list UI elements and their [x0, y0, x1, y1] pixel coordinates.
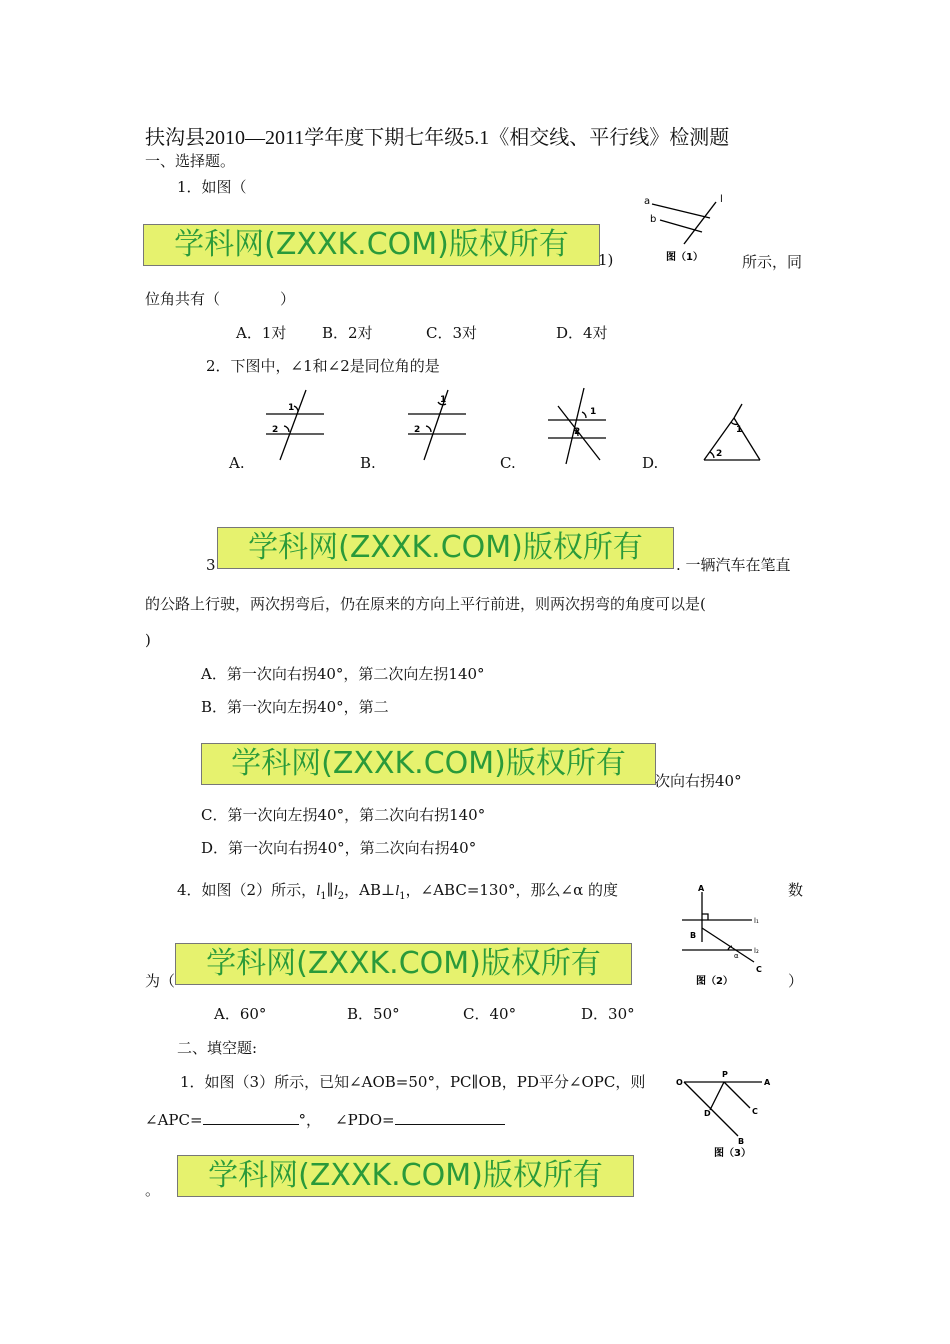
- q4-line-l1-sub: 1: [320, 891, 327, 902]
- q1-choice-a: A．1对: [236, 324, 287, 342]
- q1-stem-fragment: 1): [598, 251, 614, 269]
- q2-stem: 2．下图中，∠1和∠2是同位角的是: [206, 357, 440, 375]
- q4-stem-part-c: ，∠ABC=130°，那么∠α 的度: [405, 881, 618, 899]
- q4-choice-a: A．60°: [214, 1005, 267, 1023]
- q4-stem-close: ）: [788, 972, 804, 990]
- q4-line-l2-sub: 2: [337, 891, 345, 902]
- f1-pdo-blank[interactable]: [395, 1110, 505, 1125]
- q4-choice-d: D．30°: [581, 1005, 635, 1023]
- fig3-label-d: D: [704, 1109, 711, 1118]
- q2-figure-b: [404, 388, 474, 464]
- fig1-caption: 图（1）: [666, 252, 703, 263]
- q2a-angle-1: 1: [288, 403, 295, 413]
- q4-stem-part-a: 4．如图（2）所示，: [177, 881, 317, 899]
- q1-stem-end: 位角共有（ ）: [145, 290, 296, 308]
- q4-choice-c: C．40°: [463, 1005, 517, 1023]
- q2a-angle-2: 2: [272, 425, 279, 435]
- q3-stem-end: ): [145, 631, 151, 649]
- fig3-label-o: O: [676, 1078, 683, 1087]
- f1-answers-line: [145, 1110, 505, 1129]
- fig2-label-c: C: [756, 965, 762, 974]
- q2d-angle-2: 2: [716, 449, 723, 459]
- q1-choice-c: C．3对: [426, 324, 478, 342]
- fig3-label-a: A: [764, 1078, 771, 1087]
- q4-choice-b: B．50°: [347, 1005, 400, 1023]
- q2-choice-a: A.: [229, 454, 245, 472]
- q3-option-b: B．第一次向左拐40°，第二: [201, 698, 389, 716]
- fig1-label-l: l: [720, 194, 723, 205]
- section-heading-choice: 一、选择题。: [145, 152, 236, 170]
- watermark-banner: 学科网(ZXXK.COM)版权所有: [217, 527, 674, 569]
- fig1-label-a: a: [644, 196, 651, 207]
- fig3-label-p: P: [722, 1070, 728, 1079]
- fig2-label-a: A: [698, 884, 705, 893]
- f1-end-mark: 。: [145, 1181, 161, 1199]
- q3-option-b-end: 次向右拐40°: [655, 772, 742, 790]
- q1-stem-start: 1．如图（: [177, 178, 247, 196]
- fig3-label-b: B: [738, 1137, 745, 1146]
- q3-option-d: D．第一次向右拐40°，第二次向右拐40°: [201, 839, 477, 857]
- q4-parallel-symbol: ∥: [326, 881, 334, 899]
- q2-figure-c: [544, 386, 614, 466]
- watermark-banner: 学科网(ZXXK.COM)版权所有: [175, 943, 632, 985]
- q1-choice-b: B．2对: [322, 324, 373, 342]
- fig2-line-bc: [702, 928, 754, 962]
- q2c-angle-1: 1: [590, 407, 597, 417]
- fig2-label-l2: l₂: [754, 947, 759, 955]
- f1-pdo-label: ∠PDO=: [335, 1111, 395, 1129]
- f1-apc-blank[interactable]: [203, 1110, 299, 1125]
- q2-choice-c: C.: [500, 454, 516, 472]
- fig2-label-l1: l₁: [754, 917, 759, 925]
- q2-figure-d: [700, 400, 766, 466]
- f1-apc-label: ∠APC=: [145, 1111, 203, 1129]
- watermark-banner: 学科网(ZXXK.COM)版权所有: [201, 743, 656, 785]
- figure-2: [678, 880, 778, 990]
- fig1-line-l: [684, 202, 716, 244]
- q4-stem-part-b: ，AB⊥: [344, 881, 396, 899]
- q3-stem-middle: 的公路上行驶，两次拐弯后，仍在原来的方向上平行前进，则两次拐弯的角度可以是(: [145, 595, 706, 613]
- fig1-line-b: [660, 220, 702, 232]
- figure-3: [674, 1066, 784, 1162]
- q2c-angle-2: 2: [574, 427, 581, 437]
- figure-1: [640, 186, 740, 266]
- q4-stem-shu: 数: [788, 881, 804, 899]
- q2-choice-b: B.: [360, 454, 376, 472]
- q3-option-a: A．第一次向右拐40°，第二次向左拐140°: [201, 665, 485, 683]
- q4-stem-wei: 为（: [145, 972, 176, 990]
- fig1-label-b: b: [650, 214, 657, 225]
- q2b-angle-2: 2: [414, 425, 421, 435]
- q1-stem-continued: 所示，同: [742, 253, 803, 271]
- fig3-label-c: C: [752, 1107, 758, 1116]
- q4-line-l1-again-sub: 1: [399, 891, 406, 902]
- watermark-banner: 学科网(ZXXK.COM)版权所有: [177, 1155, 634, 1197]
- f1-stem: 1．如图（3）所示，已知∠AOB=50°，PC∥OB，PD平分∠OPC，则: [180, 1073, 646, 1091]
- q1-choice-d: D．4对: [556, 324, 608, 342]
- q4-line-l2: l: [333, 883, 338, 899]
- section-heading-fill: 二、填空题:: [177, 1039, 258, 1057]
- q2b-angle-1: 1: [440, 395, 447, 405]
- fig3-line-pd: [710, 1082, 724, 1110]
- fig2-caption: 图（2）: [696, 976, 733, 987]
- watermark-banner: 学科网(ZXXK.COM)版权所有: [143, 224, 600, 266]
- fig3-caption: 图（3）: [714, 1148, 751, 1159]
- page-title: 扶沟县2010—2011学年度下期七年级5.1《相交线、平行线》检测题: [145, 127, 730, 149]
- q4-line-l1-again: l: [395, 883, 400, 899]
- q4-stem: [177, 881, 618, 906]
- q3-number: 3: [206, 556, 216, 574]
- q3-option-c: C．第一次向左拐40°，第二次向右拐140°: [201, 806, 486, 824]
- fig3-line-pc: [724, 1082, 750, 1108]
- q2-choice-d: D.: [642, 454, 659, 472]
- fig2-label-b: B: [690, 931, 697, 940]
- q4-line-l1: l: [316, 883, 321, 899]
- q2d-angle-1: 1: [736, 425, 743, 435]
- fig1-line-a: [652, 204, 710, 218]
- fig2-label-alpha: α: [734, 952, 739, 960]
- f1-degree: °，: [298, 1111, 322, 1129]
- q3-stem-start: . 一辆汽车在笔直: [676, 556, 791, 574]
- q2-figure-a: [262, 388, 332, 464]
